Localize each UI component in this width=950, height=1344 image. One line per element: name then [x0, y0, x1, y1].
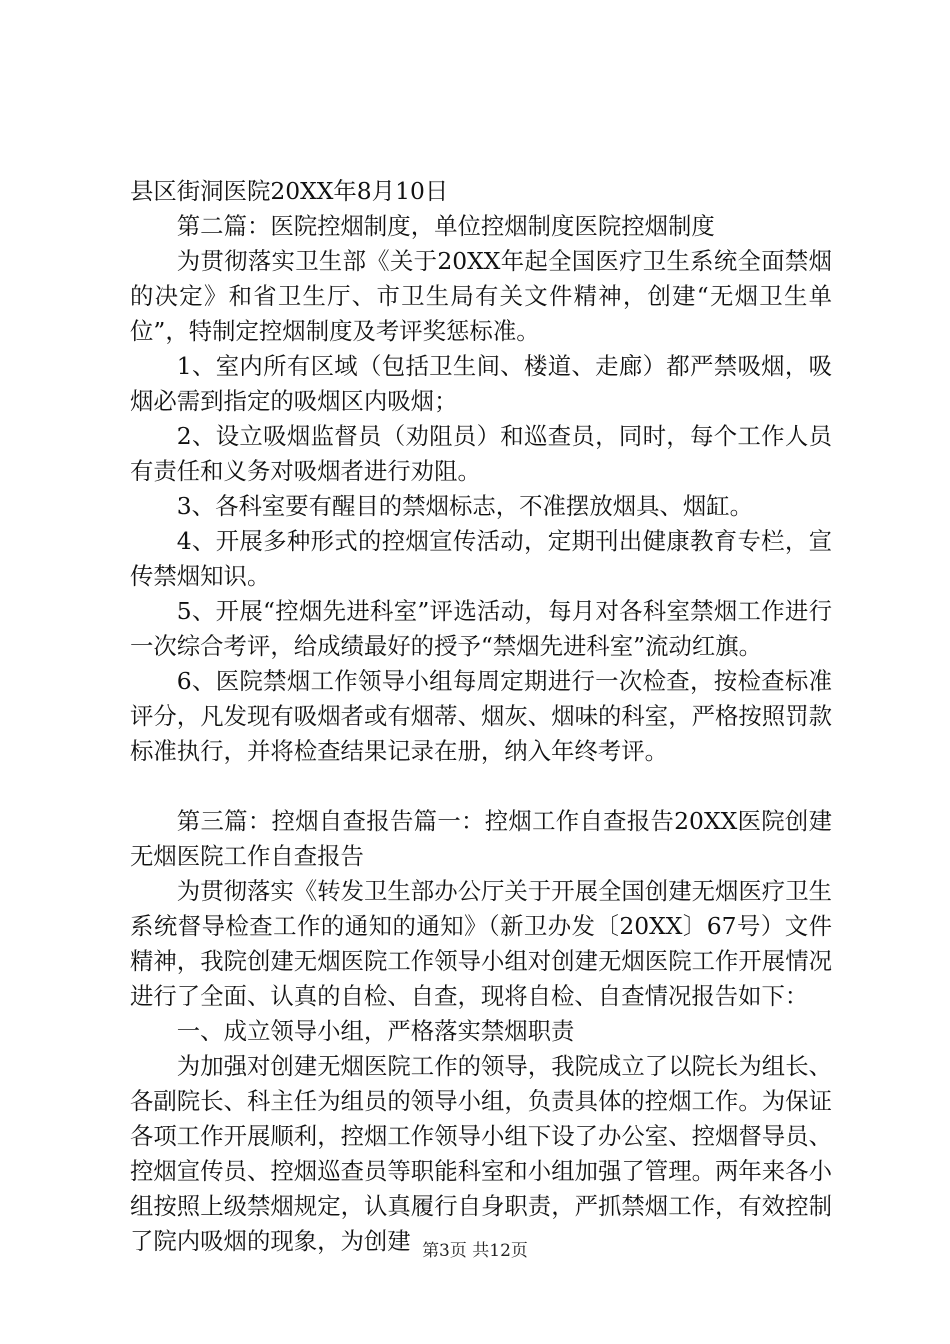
section3-subheading: 一、成立领导小组，严格落实禁烟职责 [176, 1017, 575, 1045]
section2-item-5: 5、开展“控烟先进科室”评选活动，每月对各科室禁烟工作进行一次综合考评，给成绩最好的授予“禁烟先进科室”流动红旗。 [130, 597, 832, 660]
page-footer [0, 1240, 950, 1262]
opening-line: 县区街洞医院20XX年8月10日 [130, 177, 449, 205]
section2-item-1: 1、室内所有区域（包括卫生间、楼道、走廊）都严禁吸烟，吸烟必需到指定的吸烟区内吸烟； [130, 352, 832, 415]
document-body [130, 174, 832, 1259]
section2-item-2: 2、设立吸烟监督员（劝阻员）和巡查员，同时，每个工作人员有责任和义务对吸烟者进行劝阻。 [130, 422, 832, 485]
section-spacer [130, 769, 832, 804]
section2-item-6: 6、医院禁烟工作领导小组每周定期进行一次检查，按检查标准评分，凡发现有吸烟者或有烟蒂、烟灰、烟味的科室，严格按照罚款标准执行，并将检查结果记录在册，纳入年终考评。 [130, 667, 832, 765]
section2-intro: 为贯彻落实卫生部《关于20XX年起全国医疗卫生系统全面禁烟的决定》和省卫生厅、市卫生局有关文件精神，创建“无烟卫生单位”，特制定控烟制度及考评奖惩标准。 [130, 247, 832, 345]
section2-item-4: 4、开展多种形式的控烟宣传活动，定期刊出健康教育专栏，宣传禁烟知识。 [130, 527, 832, 590]
section3-intro: 为贯彻落实《转发卫生部办公厅关于开展全国创建无烟医疗卫生系统督导检查工作的通知的通知》（新卫办发〔20XX〕67号）文件精神，我院创建无烟医院工作领导小组对创建无烟医院工作开展情况进行了全面、认真的自检、自查，现将自检、自查情况报告如下： [130, 877, 832, 1010]
page-number-label: 第3页 共12页 [422, 1241, 528, 1261]
section2-item-3: 3、各科室要有醒目的禁烟标志，不准摆放烟具、烟缸。 [176, 492, 754, 520]
section2-heading: 第二篇：医院控烟制度，单位控烟制度医院控烟制度 [176, 212, 715, 240]
section3-heading: 第三篇：控烟自查报告篇一：控烟工作自查报告20XX医院创建无烟医院工作自查报告 [130, 807, 832, 870]
section3-body: 为加强对创建无烟医院工作的领导，我院成立了以院长为组长、各副院长、科主任为组员的领导小组，负责具体的控烟工作。为保证各项工作开展顺利，控烟工作领导小组下设了办公室、控烟督导员、控烟宣传员、控烟巡查员等职能科室和小组加强了管理。两年来各小组按照上级禁烟规定，认真履行自身职责，严抓禁烟工作，有效控制了院内吸烟的现象，为创建 [130, 1052, 832, 1255]
